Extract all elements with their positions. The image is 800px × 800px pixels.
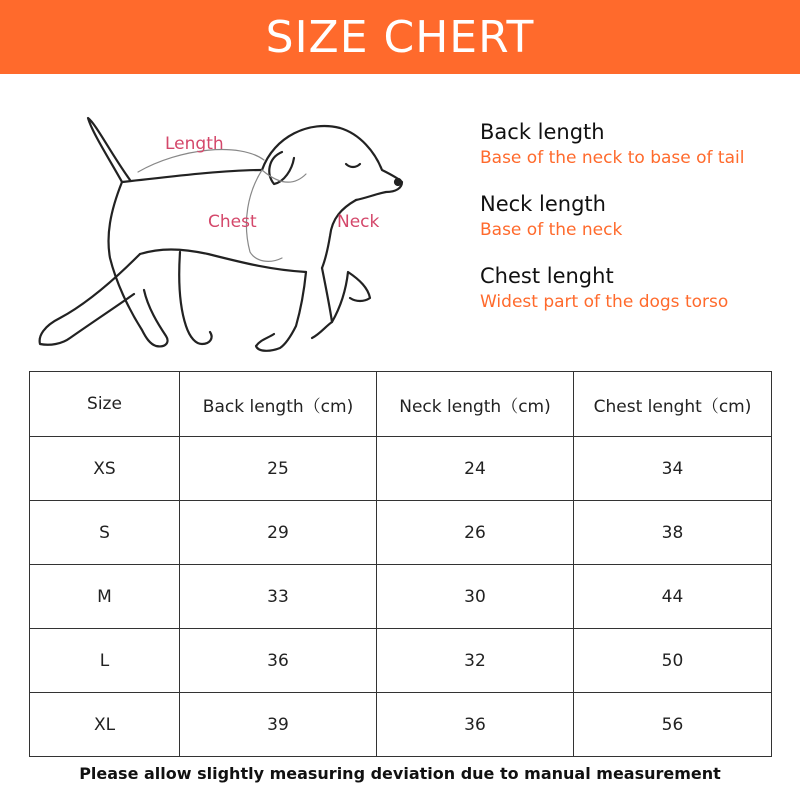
neck-label: Neck	[337, 212, 380, 232]
size-table	[29, 371, 772, 757]
cell-size: L	[30, 629, 180, 693]
table-row	[30, 565, 772, 629]
cell-neck-length: 26	[377, 501, 574, 565]
cell-back-length: 39	[180, 693, 377, 757]
definition-desc: Widest part of the dogs torso	[480, 292, 729, 312]
cell-neck-length: 30	[377, 565, 574, 629]
definition-desc: Base of the neck to base of tail	[480, 148, 745, 168]
table-row	[30, 693, 772, 757]
cell-neck-length: 36	[377, 693, 574, 757]
table-header-row	[30, 372, 772, 437]
measurement-definitions	[480, 118, 795, 334]
cell-back-length: 33	[180, 565, 377, 629]
definition-term: Back length	[480, 120, 605, 144]
cell-neck-length: 32	[377, 629, 574, 693]
cell-size: M	[30, 565, 180, 629]
cell-chest-length: 38	[574, 501, 772, 565]
cell-chest-length: 44	[574, 565, 772, 629]
definition-term: Neck length	[480, 192, 606, 216]
page-title: SIZE CHERT	[265, 11, 535, 63]
cell-size: XS	[30, 437, 180, 501]
chest-label: Chest	[208, 212, 257, 232]
definition-neck-length	[480, 190, 795, 242]
table-row	[30, 437, 772, 501]
length-label: Length	[165, 134, 224, 154]
header-back-length: Back length（cm)	[180, 372, 377, 437]
cell-neck-length: 24	[377, 437, 574, 501]
cell-chest-length: 50	[574, 629, 772, 693]
definition-back-length	[480, 118, 795, 170]
cell-size: XL	[30, 693, 180, 757]
definition-term: Chest lenght	[480, 264, 614, 288]
definition-desc: Base of the neck	[480, 220, 623, 240]
table-row	[30, 629, 772, 693]
table-row	[30, 501, 772, 565]
title-banner	[0, 0, 800, 74]
cell-size: S	[30, 501, 180, 565]
definition-chest-length	[480, 262, 795, 314]
cell-back-length: 36	[180, 629, 377, 693]
cell-back-length: 29	[180, 501, 377, 565]
measurement-disclaimer: Please allow slightly measuring deviation due to manual measurement	[79, 764, 721, 783]
cell-chest-length: 56	[574, 693, 772, 757]
cell-back-length: 25	[180, 437, 377, 501]
header-chest-length: Chest lenght（cm)	[574, 372, 772, 437]
cell-chest-length: 34	[574, 437, 772, 501]
header-neck-length: Neck length（cm)	[377, 372, 574, 437]
header-size: Size	[30, 372, 180, 437]
